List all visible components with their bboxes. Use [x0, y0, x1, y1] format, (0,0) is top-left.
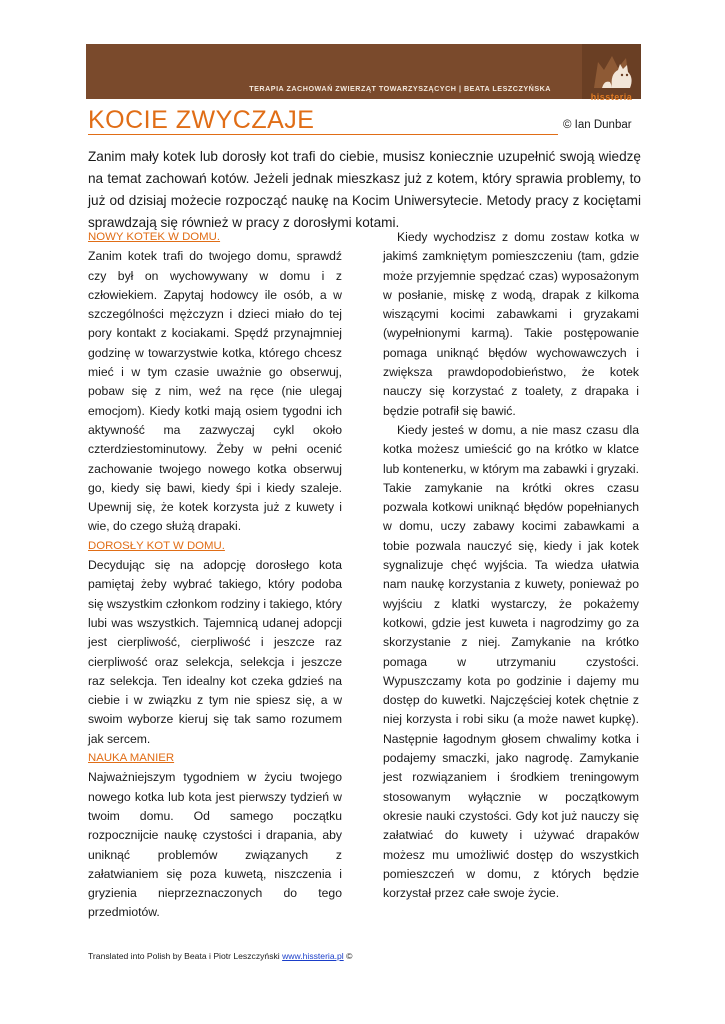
footer-suffix: © [343, 951, 353, 961]
footer-link[interactable]: www.hissteria.pl [282, 951, 344, 961]
title-underline [88, 134, 558, 135]
logo-label: hissteria [590, 92, 633, 102]
banner-text: TERAPIA ZACHOWAŃ ZWIERZĄT TOWARZYSZĄCYCH | BEATA LESZCZYŃSKA [249, 84, 551, 93]
footer-text: Translated into Polish by Beata i Piotr Leszczyński [88, 951, 283, 961]
heading-new-kitten: NOWY KOTEK W DOMU. [88, 231, 221, 243]
text-right-p1: Kiedy wychodzisz z domu zostaw kotka w jakimś zamkniętym pomieszczeniu (tam, gdzie może przyjemnie spędzać czas) wyposażonym w posłanie, miskę z wodą, drapak z kilkoma wiszącymi kocimi zabawkami i gryzakami (wypełnionymi karmą). Takie postępowanie pomaga uniknąć błędów wychowawczych i zwiększa prawdopodobieństwo, że kotek nauczy się korzystać z toalety, z drapaka i będzie potrafił się bawić. [383, 230, 639, 418]
text-manners: Najważniejszym tygodniem w życiu twojego nowego kotka lub kota jest pierwszy tydzień w twoim domu. Od samego początku rozpocznijcie naukę czystości i drapania, aby uniknąć problemów związanych z załatwianiem się poza kuwetą, niszczenia i gryzienia nieprzeznaczonych do tego przedmiotów. [88, 770, 342, 920]
text-new-kitten: Zanim kotek trafi do twojego domu, sprawdź czy był on wychowywany w domu i z człowiekiem. Zapytaj hodowcy ile osób, a w szczególności mężczyzn i dzieci miało do tej pory kontakt z kociakami. Spędź przynajmniej godzinę w towarzystwie kotka, którego chcesz mieć i w tym czasie uważnie go obserwuj, pobaw się z nim, weź na ręce (nie ulegaj emocjom). Kiedy kotki mają osiem tygodni ich aktywność ma zazwyczaj cykl około czterdziestominutowy. Żeby w pełni ocenić zachowanie twojego nowego kotka obserwuj go, kiedy się bawi, kiedy śpi i kiedy szaleje. Upewnij się, że kotek korzysta już z kuwety i wie, do czego służą drapaki. [88, 249, 342, 534]
text-right-p2: Kiedy jesteś w domu, a nie masz czasu dla kotka możesz umieścić go na krótko w klatce lub kontenerku, w którym ma zabawki i gryzaki. Takie zamykanie na krótki okres czasu pozwala kotkowi uniknąć błędów popełnianych w domu, uczy zabawy kocimi zabawkami a tobie pozwala nauczyć się, kiedy i jak kotek sygnalizuje chęć wyjścia. Ta wiedza ułatwia nam naukę korzystania z kuwety, ponieważ po wyjściu z klatki wystarczy, że pokażemy kotkowi, gdzie jest kuweta i nagrodzimy go za skorzystanie z niej. Zamykanie na krótko pomaga w utrzymaniu czystości. Wypuszczamy kota po godzinie i dajemy mu dostęp do kuwetki. Najczęściej kotek chętnie z niej korzysta i robi siku (a może nawet kupkę). Następnie łagodnym głosem chwalimy kotka i podajemy smaczki, jako nagrodę. Zamykanie jest rozwiązaniem i środkiem treningowym stosowanym wyłącznie w początkowym okresie nauki czystości. Gdy kot już nauczy się załatwiać do kuwety i używać drapaków możesz mu umożliwić dostęp do wszystkich pomieszczeń w domu, z których będzie korzystał przez całe swoje życie. [383, 422, 639, 901]
cat-logo-icon [582, 44, 641, 99]
heading-manners: NAUKA MANIER [88, 752, 175, 765]
right-column [383, 228, 639, 903]
header-banner [86, 44, 641, 99]
copyright-author: © Ian Dunbar [563, 119, 632, 131]
intro-paragraph: Zanim mały kotek lub dorosły kot trafi do ciebie, musisz koniecznie uzupełnić swoją wiedzę na temat zachowań kotów. Jeżeli jednak mieszkasz już z kotem, który sprawia problemy, to już od dzisiaj możecie rozpocząć naukę na Kocim Uniwersytecie. Metody pracy z kociętami sprawdzają się również w pracy z dorosłymi kotami. [88, 149, 641, 230]
page-title: KOCIE ZWYCZAJE [88, 106, 315, 134]
text-adult-cat: Decydując się na adopcję dorosłego kota pamiętaj żeby wybrać takiego, który podoba się wszystkim członkom rodziny i takiego, który lubi was wszystkich. Tajemnicą udanej adopcji jest cierpliwość, cierpliwość i jeszcze raz cierpliwość oraz selekcja, selekcja i jeszcze raz selekcja. Ten idealny kot czeka gdzieś na ciebie i w związku z tym nie spiesz się, a w swoim wyborze kieruj się tak samo rozumem jak sercem. [88, 558, 342, 746]
heading-adult-cat: DOROSŁY KOT W DOMU. [88, 539, 225, 552]
left-column [88, 228, 342, 923]
footer [88, 951, 352, 961]
